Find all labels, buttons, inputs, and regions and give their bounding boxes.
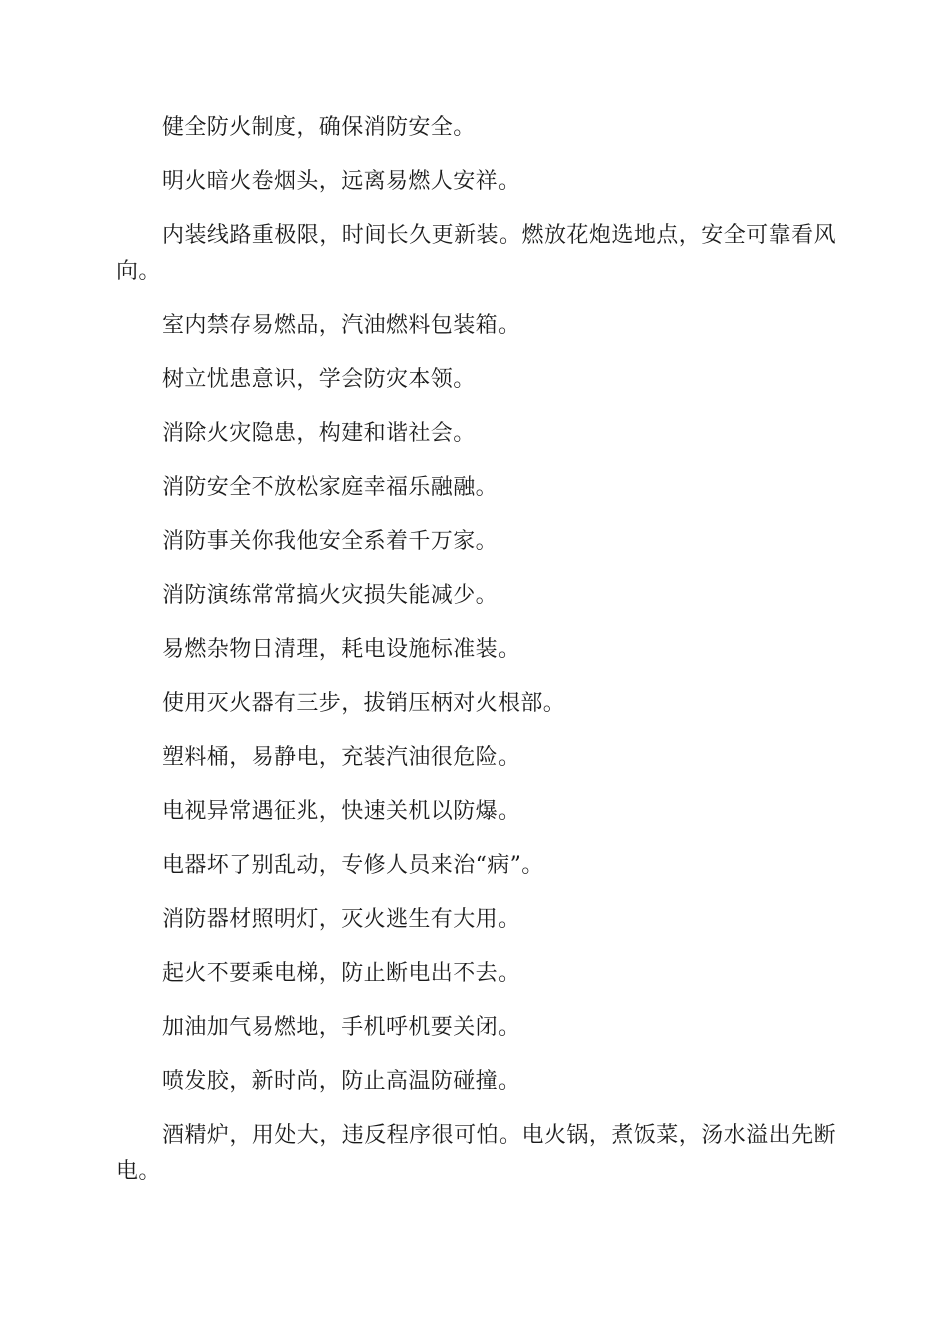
paragraph-5: 树立忧患意识，学会防灾本领。 bbox=[162, 367, 476, 392]
paragraph-11: 使用灭火器有三步，拔销压柄对火根部。 bbox=[162, 691, 566, 716]
paragraph-14: 电器坏了别乱动，专修人员来治“病”。 bbox=[162, 853, 544, 878]
paragraph-9: 消防演练常常搞火灾损失能减少。 bbox=[162, 583, 499, 608]
paragraph-15: 消防器材照明灯，灭火逃生有大用。 bbox=[162, 907, 521, 932]
paragraph-12: 塑料桶，易静电，充装汽油很危险。 bbox=[162, 745, 521, 770]
paragraph-17: 加油加气易燃地，手机呼机要关闭。 bbox=[162, 1015, 521, 1040]
paragraph-8: 消防事关你我他安全系着千万家。 bbox=[162, 529, 499, 554]
paragraph-7: 消防安全不放松家庭幸福乐融融。 bbox=[162, 475, 499, 500]
paragraph-18: 喷发胶，新时尚，防止高温防碰撞。 bbox=[162, 1069, 521, 1094]
paragraph-3: 内装线路重极限，时间长久更新装。燃放花炮选地点，安全可靠看风向。 bbox=[116, 223, 836, 284]
document-body bbox=[116, 110, 836, 1208]
paragraph-13: 电视异常遇征兆，快速关机以防爆。 bbox=[162, 799, 521, 824]
paragraph-1: 健全防火制度，确保消防安全。 bbox=[162, 115, 476, 140]
paragraph-19: 酒精炉，用处大，违反程序很可怕。电火锅，煮饭菜，汤水溢出先断电。 bbox=[116, 1123, 836, 1184]
paragraph-6: 消除火灾隐患，构建和谐社会。 bbox=[162, 421, 476, 446]
paragraph-4: 室内禁存易燃品，汽油燃料包装箱。 bbox=[162, 313, 521, 338]
paragraph-16: 起火不要乘电梯，防止断电出不去。 bbox=[162, 961, 521, 986]
paragraph-2: 明火暗火卷烟头，远离易燃人安祥。 bbox=[162, 169, 521, 194]
paragraph-10: 易燃杂物日清理，耗电设施标准装。 bbox=[162, 637, 521, 662]
